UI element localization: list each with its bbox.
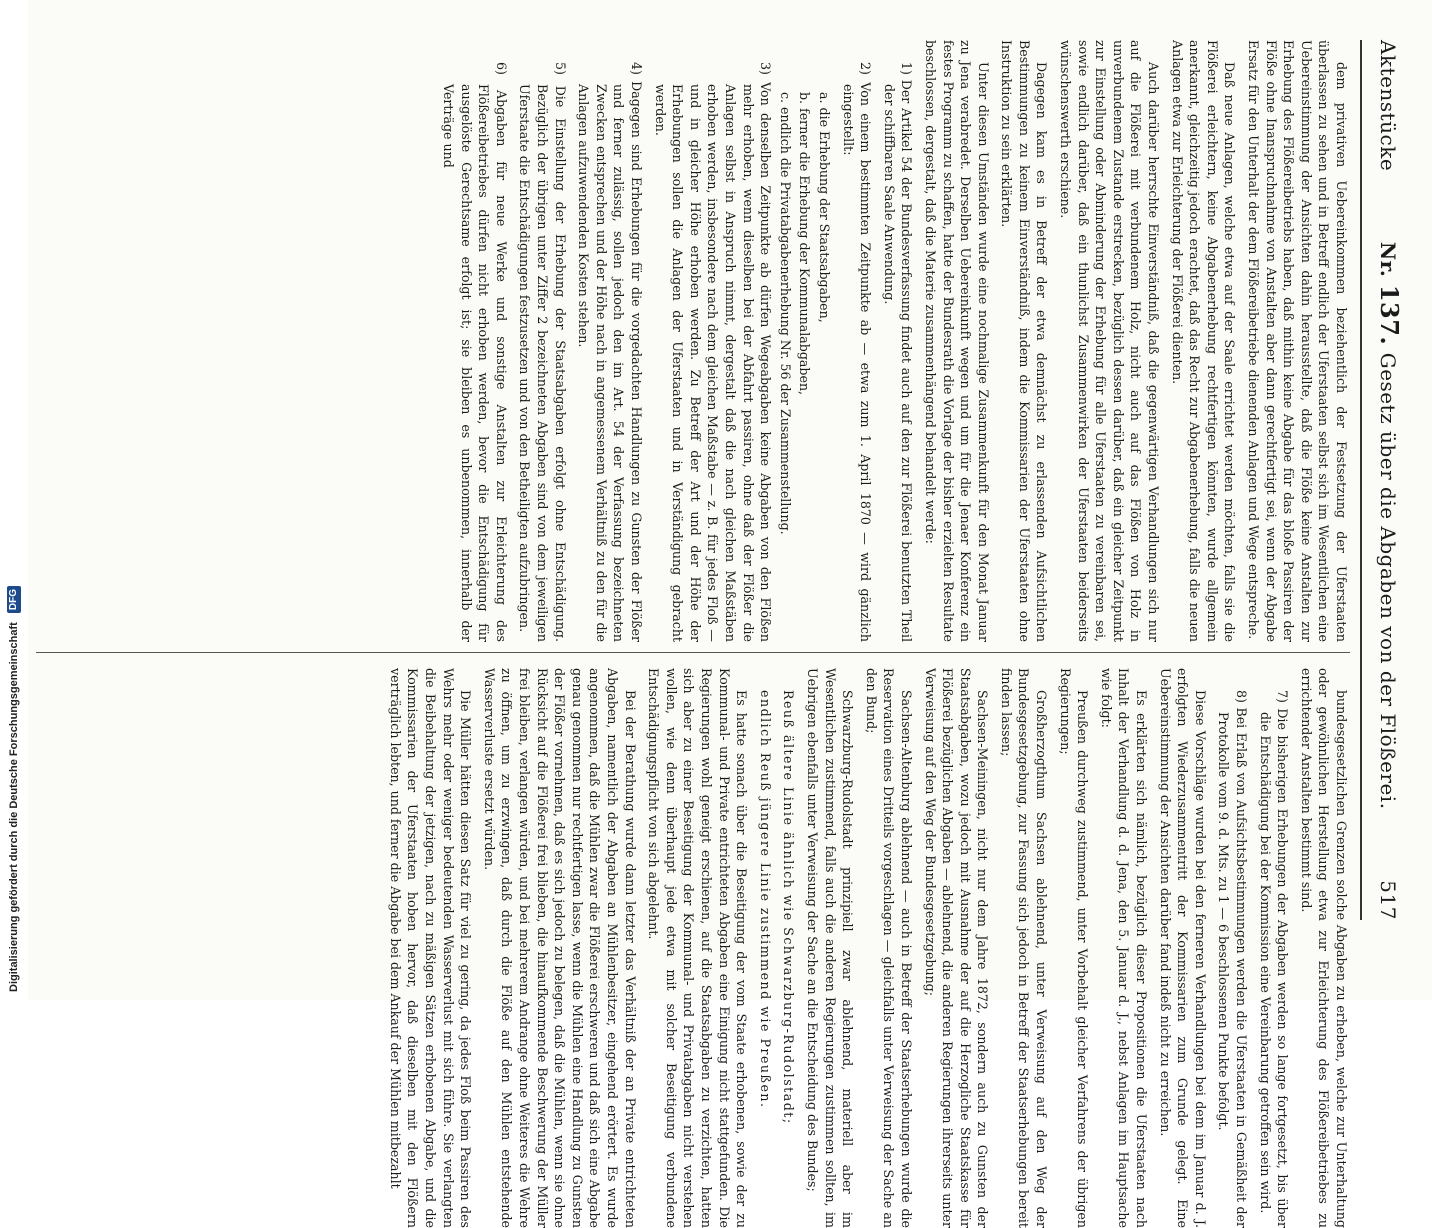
paragraph: 1) Der Artikel 54 der Bundesverfassung findet auch auf den zur Flößerei benutzten Theil der schiffbaren Saale Anwendung. (881, 62, 915, 642)
paragraph: Dagegen kam es in Betreff der etwa demnächst zu erlassenden Aufsichtlichen Bestimmungen zu keinem Einverständniß, indem die Kommissarien der Uferstaaten ohne Instruktion zu sein erklärten. (999, 40, 1050, 642)
paragraph: 3) Von denselben Zeitpunkte ab dürfen Wegeabgaben keine Abgaben von den Flößen mehr erhoben, wenn dieselben bei der Abfahrt passiren, ohne daß der Flößer die Anlagen selbst in Anspruch nimmt, dergestalt daß die nach gleichen Maßstäben erhoben werden, insbesondere nach dem gleichen Maßstabe — z. B. für jedes Floß — und in gleicher Höhe erhoben werden. Zu Betreff der Art und der Höhe der Erhebungen sollen die Anlagen der Uferstaaten und in Verständigung gebracht werden. (652, 62, 774, 642)
paragraph: Reuß ältere Linie ähnlich wie Schwarzburg-Rudolstadt; (781, 690, 797, 1125)
paragraph: Preußen durchweg zustimmend, unter Vorbehalt gleicher Verfahrens der übrigen Regierungen; (1057, 668, 1091, 1228)
header-section-title: Aktenstücke (1376, 40, 1400, 172)
paragraph: Es hatte sonach über die Beseitigung der vom Staate erhobenen, sowie der zu Kommunal- und Private entrichteten Abgaben eine Einigung nicht stattgefunden. Die Regierungen wohl geneigt erschienen, auf die Staatsabgaben zu verzichten, hatten sich aber zu einer Beseitigung der Kommunal- und Privatabgaben nicht verstehen wollen, wie denn überhaupt jede etwa mit solcher Beseitigung verbundene Entschädigungspflicht von sich abgelehnt. (646, 668, 750, 1228)
funding-notice-text: Digitalisierung gefördert durch die Deutsche Forschungsgemeinschaft (8, 622, 20, 992)
paragraph: Diese Vorschläge wurden bei den ferneren Verhandlungen bei dem im Januar d. J. erfolgten Wiederzusammentritt der Kommissarien zum Grunde gelegt. Eine Uebereinstimmung der Ansichten darüber fand indeß nicht zu erreichen. (1157, 668, 1208, 1228)
paragraph: 8) Bei Erlaß von Aufsichtsbestimmungen werden die Uferstaaten in Gemäßheit der Protokolle vom 9. d. Mts. zu 1 — 6 beschlossenen Punkte befolgt. (1216, 690, 1250, 1228)
paragraph: 2) Von einem bestimmten Zeitpunkte ab — etwa zum 1. April 1870 — wird gänzlich eingestellt: (840, 62, 874, 642)
header-document-number (1375, 242, 1404, 810)
header-rule (1360, 40, 1362, 920)
paragraph: 7) Die bisherigen Erhebungen der Abgaben werden so lange fortgesetzt, bis über die Entschädigung bei der Kommission eine Vereinbarung getroffen sein wird. (1257, 690, 1291, 1228)
paragraph: Daß neue Anlagen, welche etwa auf der Saale errichtet werden möchten, falls sie die Flößerei erleichtern, keine Abgabenerhebung rechtfertigen könnten, wurde allgemein anerkannt, gleichzeitig jedoch erachtet, daß das Recht zur Abgabenerhebung, falls die neuen Anlagen etwa zur Erleichterung der Flößerei dienten. (1169, 40, 1238, 642)
right-text-column (36, 668, 1350, 1228)
paragraph: c. endlich die Privatabgabenerhebung Nr. 56 der Zusammenstellung. (777, 92, 793, 535)
page-number: 517 (1376, 880, 1400, 920)
paragraph: Bei der Berathung wurde dann letzter das Verhältniß der an Private entrichteten Abgaben, namentlich der Abgaben an Mühlenbesitzer, eingehend erörtert. Es wurde angenommen, daß die Mühlen zwar die Flößerei erschweren und daß sich eine Abgabe genau genommen nur rechtfertigen lasse, wenn die Mühlen eine Handlung zu Gunsten der Flößer vornehmen, daß es sich jedoch zu belegen, daß die Mühlen, wenn sie ohne Rücksicht auf die Flößerei frei blieben, die hinaufkommende Beschwerung der Müller frei bleiben, verlangen würden, und bei mehrerem Andrange ohne Weiteres die Wehre zu öffnen, um zu erzwingen, daß durch die Flöße auf den Mühlen entstehende Wasserverluste ersetzt würden. (481, 668, 638, 1228)
paragraph: bundesgesetzlichen Grenzen solche Abgaben zu erheben, welche zur Unterhaltung oder gewöhnlichen Herstellung etwa zur Erleichterung des Flößereibetriebes zu errichtender Anstalten bestimmt sind. (1298, 668, 1349, 1228)
paragraph: 4) Dagegen sind Erhebungen für die vorgedachten Handlungen zu Gunsten der Flößer und ferner zulässig, sollen jedoch den im Art. 54 der Verfassung bezeichneten Zwecken entsprechen und der Höhe nach in angemessenem Verhältniß zu den für die Anlagen aufzuwendenden Kosten stehen. (576, 62, 645, 642)
footer-band (0, 0, 28, 1000)
paragraph: Auch darüber herrschte Einverständniß, daß die gegenwärtigen Verhandlungen sich nur auf die Flößerei mit verbundenem Holz, nicht auch auf das Flößen von Holz in unverbundenem Zustande erstrecken, bezüglich dessen darüber, daß ein gleicher Zeitpunkt zur Einstellung oder Abminderung der Erhebung für alle Uferstaaten zu vereinbaren sei, sowie endlich darüber, daß ein thunlichst Zusammenwirken der Uferstaaten beiderseits wünschenswerth erschiene. (1058, 40, 1162, 642)
funding-notice (0, 0, 28, 1000)
paragraph: Sachsen-Meiningen, nicht nur dem Jahre 1872, sondern auch zu Gunsten der Staatsabgaben, wozu jedoch mit Ausnahme der auf die Herzogliche Staatskasse für Flößerei bezüglichen Abgaben — ablehnend, die anderen Regierungen ihrerseits unter Verweisung auf den Weg der Bundesgesetzgebung; (922, 668, 991, 1228)
paragraph: a. die Erhebung der Staatsabgaben, (816, 92, 832, 323)
paragraph: 5) Die Einstellung der Erhebung der Staatsabgaben erfolgt ohne Entschädigung. Bezüglich der übrigen unter Ziffer 2 bezeichneten Abgaben sind von dem jeweiligen Uferstaate die Entschädigungen festzusetzen und von den Betheiligten aufzubringen. (517, 62, 568, 642)
number-prefix: Nr. (1376, 241, 1400, 278)
column-divider (36, 652, 1350, 653)
header-law-title: Gesetz über die Abgaben von der Flößerei. (1376, 352, 1400, 810)
number-value: 137. (1375, 284, 1404, 346)
dfg-logo: DFG (7, 586, 21, 613)
paragraph: Sachsen-Altenburg ablehnend — auch in Betreff der Staatserhebungen wurde die Reservation eines Dritteils vorgeschlagen — gleichfalls unter Verweisung der Sache an den Bund; (863, 668, 914, 1228)
paragraph: dem privativen Uebereinkommen beziehentlich der Festsetzung der Uferstaaten überlassen zu sehen und in Betreff endlich der Uferstaaten selbst sich im Wesentlichen eine Uebereinstimmung der Ansichten dahin herausstellte, daß die Flöße keine Anstalten zur Erhebung des Flößereibetriebs haben, daß mithin keine Abgabe für das bloße Passiren der Flöße ohne Inanspruchnahme von Anstalten aber dann gerechtfertigt sei, wenn der Abgabe Ersatz für den Unterhalt der dem Flößereibetriebe dienenden Anlagen und Wege entspreche. (1246, 40, 1349, 642)
paragraph: Die Müller hätten diesen Satz für viel zu gering, da jedes Floß beim Passiren des Wehrs mehr oder weniger bedeutenden Wasserverlust mit sich führe. Sie verlangten die Beibehaltung der jetzigen, nach zu mäßigen Sätzen erhobenen Abgabe, und die Kommissarien der Uferstaaten hoben hervor, daß dieselben mit den Flößern verträglich lebten, und ferner die Abgabe bei dem Ankauf der Mühlen mitbezahlt (387, 668, 474, 1228)
left-text-column (36, 40, 1350, 642)
paragraph: Schwarzburg-Rudolstadt prinzipiell zwar ablehnend, materiell aber im Wesentlichen zustimmend, falls auch die anderen Regierungen zustimmen sollten, im Uebrigen ebenfalls unter Verweisung der Sache an die Entscheidung des Bundes; (804, 668, 856, 1228)
page-header (1368, 40, 1404, 920)
paragraph: b. ferner die Erhebung der Kommunalabgaben, (797, 92, 813, 396)
paragraph: Es erklärten sich nämlich, bezüglich dieser Propositionen die Uferstaaten nach Inhalt der Verhandlung d. d. Jena, den 5. Januar d. J., nebst Anlagen im Hauptsache wie folgt: (1098, 668, 1150, 1228)
paragraph: 6) Abgaben für neue Werke und sonstige Anstalten zur Erleichterung des Flößereibetriebes dürfen nicht erhoben werden, bevor die Entschädigung für ausgelöste Gerechtsame erfolgt ist; sie bleiben es unbenommen, innerhalb der Verträge und (441, 62, 509, 642)
paragraph: Großherzogthum Sachsen ablehnend, unter Verweisung auf den Weg der Bundesgesetzgebung, zur Fassung sich jedoch in Betreff der Staatserhebungen bereit finden lassen; (998, 668, 1050, 1228)
paragraph: Unter diesen Umständen wurde eine nochmalige Zusammenkunft für den Monat Januar zu Jena verabredet. Derselben Uebereinkunft wegen und um für die Jenaer Konferenz ein festes Programm zu schaffen, hatte der Bundesrath die Vorlage der bisher erzielten Resultate beschlossen, dergestalt, daß die Materie zusammenhängend behandelt werde: (922, 40, 991, 642)
paragraph: endlich Reuß jüngere Linie zustimmend wie Preußen. (757, 690, 773, 1109)
